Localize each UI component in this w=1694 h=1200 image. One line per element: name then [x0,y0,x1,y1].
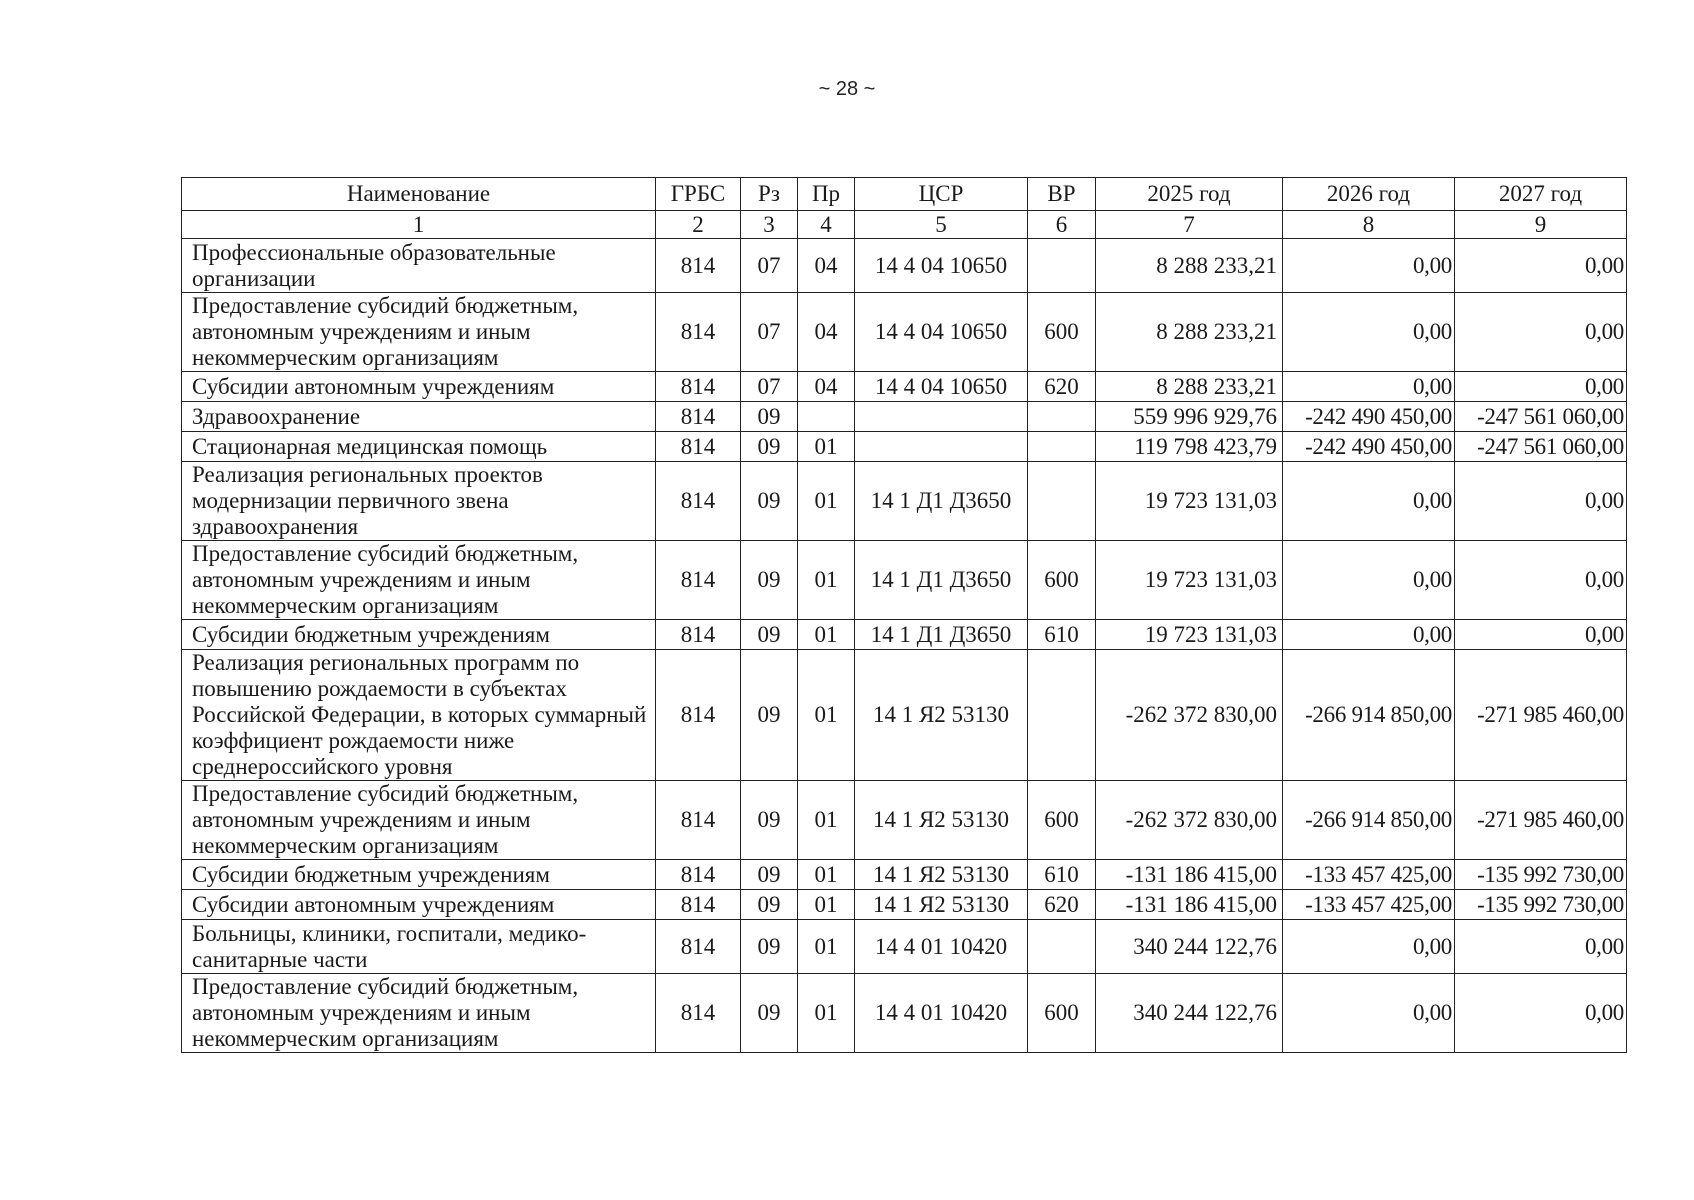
cell-2025: 19 723 131,03 [1096,462,1283,541]
cell-2026: -242 490 450,00 [1283,402,1455,432]
cell-grbs: 814 [656,462,741,541]
cell-csr: 14 1 Д1 Д3650 [855,541,1028,620]
cell-2025: 19 723 131,03 [1096,620,1283,650]
cell-grbs: 814 [656,620,741,650]
header-2026: 2026 год [1283,178,1455,211]
cell-2025: 119 798 423,79 [1096,432,1283,462]
cell-rz: 09 [741,781,798,860]
cell-2026: -266 914 850,00 [1283,781,1455,860]
table-row [182,402,1627,432]
cell-pr: 01 [798,650,855,781]
cell-csr: 14 1 Д1 Д3650 [855,462,1028,541]
cell-rz: 09 [741,620,798,650]
table-row [182,541,1627,620]
table-row [182,462,1627,541]
cell-vr: 600 [1028,293,1096,372]
header-csr: ЦСР [855,178,1028,211]
cell-pr: 01 [798,462,855,541]
cell-vr [1028,462,1096,541]
table-row [182,432,1627,462]
cell-name: Стационарная медицинская помощь [182,432,656,462]
cell-2025: 559 996 929,76 [1096,402,1283,432]
table-row [182,890,1627,920]
column-number: 5 [855,211,1028,239]
header-2025: 2025 год [1096,178,1283,211]
cell-2026: 0,00 [1283,239,1455,293]
cell-vr: 600 [1028,974,1096,1053]
page-number: ~ 28 ~ [818,78,876,100]
cell-rz: 07 [741,239,798,293]
cell-2026: 0,00 [1283,462,1455,541]
cell-rz: 09 [741,890,798,920]
header-pr: Пр [798,178,855,211]
cell-2025: -262 372 830,00 [1096,781,1283,860]
cell-vr [1028,920,1096,974]
cell-2026: 0,00 [1283,541,1455,620]
cell-pr: 04 [798,239,855,293]
cell-csr: 14 4 01 10420 [855,920,1028,974]
cell-name: Предоставление субсидий бюджетным, автономным учреждениям и иным некоммерческим организациям [182,781,656,860]
cell-2025: -131 186 415,00 [1096,890,1283,920]
cell-2027: -247 561 060,00 [1455,432,1627,462]
cell-rz: 09 [741,974,798,1053]
cell-pr: 04 [798,293,855,372]
column-number-row [182,211,1627,239]
cell-pr: 01 [798,781,855,860]
cell-csr [855,402,1028,432]
cell-rz: 09 [741,541,798,620]
cell-rz: 09 [741,920,798,974]
header-vr: ВР [1028,178,1096,211]
column-number: 6 [1028,211,1096,239]
cell-grbs: 814 [656,781,741,860]
cell-vr: 610 [1028,620,1096,650]
cell-name: Субсидии бюджетным учреждениям [182,860,656,890]
cell-csr: 14 4 04 10650 [855,293,1028,372]
table-row [182,860,1627,890]
cell-name: Больницы, клиники, госпитали, медико-санитарные части [182,920,656,974]
column-number: 9 [1455,211,1627,239]
cell-2026: 0,00 [1283,974,1455,1053]
header-row [182,178,1627,211]
cell-rz: 09 [741,650,798,781]
header-2027: 2027 год [1455,178,1627,211]
cell-pr [798,402,855,432]
cell-csr: 14 1 Д1 Д3650 [855,620,1028,650]
cell-pr: 01 [798,620,855,650]
cell-csr: 14 4 01 10420 [855,974,1028,1053]
cell-2025: 8 288 233,21 [1096,372,1283,402]
cell-2026: 0,00 [1283,620,1455,650]
budget-table [181,177,1627,1053]
cell-2027: 0,00 [1455,462,1627,541]
cell-name: Реализация региональных программ по повышению рождаемости в субъектах Российской Федерации, в которых суммарный коэффициент рождаемости ниже среднероссийского уровня [182,650,656,781]
cell-name: Предоставление субсидий бюджетным, автономным учреждениям и иным некоммерческим организациям [182,541,656,620]
table-row [182,372,1627,402]
table-row [182,974,1627,1053]
table-body [182,239,1627,1053]
column-number: 1 [182,211,656,239]
cell-grbs: 814 [656,432,741,462]
cell-2025: 8 288 233,21 [1096,239,1283,293]
cell-grbs: 814 [656,402,741,432]
cell-grbs: 814 [656,293,741,372]
cell-2027: 0,00 [1455,620,1627,650]
table-row [182,620,1627,650]
cell-pr: 04 [798,372,855,402]
cell-2027: -247 561 060,00 [1455,402,1627,432]
cell-2027: 0,00 [1455,293,1627,372]
cell-csr [855,432,1028,462]
cell-rz: 09 [741,432,798,462]
header-grbs: ГРБС [656,178,741,211]
cell-vr: 620 [1028,372,1096,402]
table-row [182,781,1627,860]
column-number: 7 [1096,211,1283,239]
cell-csr: 14 4 04 10650 [855,239,1028,293]
cell-2027: -271 985 460,00 [1455,781,1627,860]
cell-pr: 01 [798,541,855,620]
cell-csr: 14 1 Я2 53130 [855,650,1028,781]
table-row [182,920,1627,974]
cell-2027: 0,00 [1455,372,1627,402]
header-name: Наименование [182,178,656,211]
cell-2027: -271 985 460,00 [1455,650,1627,781]
cell-vr: 620 [1028,890,1096,920]
cell-csr: 14 1 Я2 53130 [855,860,1028,890]
cell-grbs: 814 [656,920,741,974]
cell-grbs: 814 [656,974,741,1053]
cell-2025: -262 372 830,00 [1096,650,1283,781]
table-row [182,239,1627,293]
cell-grbs: 814 [656,650,741,781]
column-number: 2 [656,211,741,239]
cell-2026: 0,00 [1283,920,1455,974]
cell-2027: -135 992 730,00 [1455,860,1627,890]
table-header [182,178,1627,239]
cell-2026: -133 457 425,00 [1283,890,1455,920]
cell-2026: -133 457 425,00 [1283,860,1455,890]
cell-pr: 01 [798,920,855,974]
cell-grbs: 814 [656,890,741,920]
cell-name: Субсидии автономным учреждениям [182,890,656,920]
cell-name: Здравоохранение [182,402,656,432]
cell-pr: 01 [798,432,855,462]
cell-2026: 0,00 [1283,293,1455,372]
cell-name: Субсидии автономным учреждениям [182,372,656,402]
cell-2027: 0,00 [1455,974,1627,1053]
cell-csr: 14 4 04 10650 [855,372,1028,402]
cell-rz: 07 [741,372,798,402]
table-row [182,293,1627,372]
cell-name: Профессиональные образовательные организации [182,239,656,293]
cell-2026: 0,00 [1283,372,1455,402]
cell-2027: 0,00 [1455,920,1627,974]
cell-vr: 600 [1028,541,1096,620]
cell-2026: -242 490 450,00 [1283,432,1455,462]
cell-csr: 14 1 Я2 53130 [855,890,1028,920]
cell-2025: 340 244 122,76 [1096,974,1283,1053]
cell-grbs: 814 [656,860,741,890]
cell-rz: 07 [741,293,798,372]
header-rz: Рз [741,178,798,211]
cell-pr: 01 [798,974,855,1053]
cell-pr: 01 [798,890,855,920]
cell-rz: 09 [741,402,798,432]
table-row [182,650,1627,781]
cell-vr [1028,239,1096,293]
column-number: 8 [1283,211,1455,239]
cell-name: Реализация региональных проектов модернизации первичного звена здравоохранения [182,462,656,541]
cell-grbs: 814 [656,239,741,293]
cell-vr [1028,650,1096,781]
cell-2025: 340 244 122,76 [1096,920,1283,974]
cell-rz: 09 [741,462,798,541]
cell-2025: 8 288 233,21 [1096,293,1283,372]
column-number: 3 [741,211,798,239]
column-number: 4 [798,211,855,239]
cell-name: Субсидии бюджетным учреждениям [182,620,656,650]
cell-2027: 0,00 [1455,239,1627,293]
cell-2025: -131 186 415,00 [1096,860,1283,890]
cell-2027: -135 992 730,00 [1455,890,1627,920]
cell-name: Предоставление субсидий бюджетным, автономным учреждениям и иным некоммерческим организациям [182,293,656,372]
cell-vr: 610 [1028,860,1096,890]
cell-2025: 19 723 131,03 [1096,541,1283,620]
cell-csr: 14 1 Я2 53130 [855,781,1028,860]
cell-2026: -266 914 850,00 [1283,650,1455,781]
cell-grbs: 814 [656,372,741,402]
cell-pr: 01 [798,860,855,890]
cell-grbs: 814 [656,541,741,620]
cell-vr [1028,402,1096,432]
cell-vr [1028,432,1096,462]
cell-name: Предоставление субсидий бюджетным, автономным учреждениям и иным некоммерческим организациям [182,974,656,1053]
cell-2027: 0,00 [1455,541,1627,620]
cell-rz: 09 [741,860,798,890]
cell-vr: 600 [1028,781,1096,860]
